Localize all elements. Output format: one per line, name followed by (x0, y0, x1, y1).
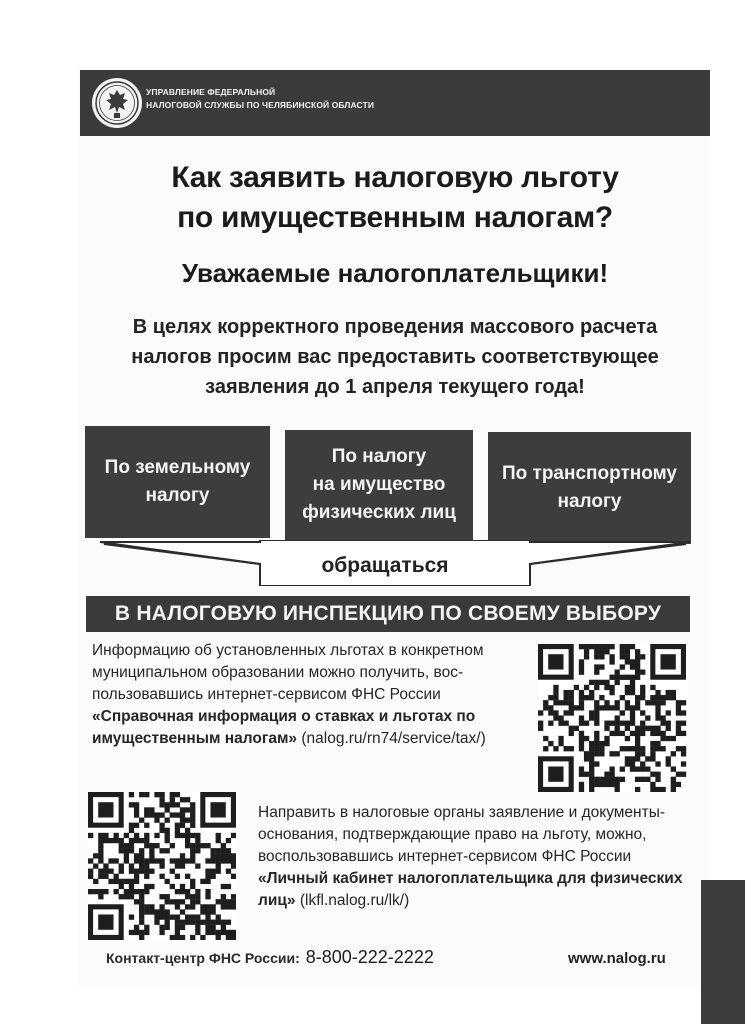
cabinet-info-body: Направить в налоговые органы заявление и документы-основания, подтверждающие право на льготу, можно, воспользовавшись интернет-сервисом ФНС России (258, 804, 666, 865)
rates-service-name: «Справочная информация о ставках и льготах по имущественным налогам» (92, 708, 476, 747)
fns-emblem-icon (90, 76, 144, 130)
website-link[interactable]: www.nalog.ru (568, 950, 666, 967)
intro-line2: налогов просим вас предоставить соответствующее (131, 346, 659, 368)
property-tax-box (285, 430, 473, 540)
header-org-line2: НАЛОГОВОЙ СЛУЖБЫ ПО ЧЕЛЯБИНСКОЙ ОБЛАСТИ (146, 100, 375, 110)
scan-edge-mark (701, 880, 745, 1024)
land-tax-line2: налогу (145, 485, 210, 506)
cabinet-info-text (258, 802, 693, 912)
cabinet-service-url[interactable]: (lkfl.nalog.ru/lk/) (299, 892, 410, 909)
rates-info-body: Информацию об установленных льготах в конкретном муниципальном образовании можно получить, вос-пользовавшись интернет-сервисом ФНС России (92, 642, 484, 703)
intro-line3: заявления до 1 апреля текущего года! (205, 376, 585, 398)
intro-text (80, 312, 710, 402)
land-tax-line1: По земельному (104, 457, 251, 478)
qr-code-icon[interactable] (88, 792, 236, 940)
rates-service-url[interactable]: (nalog.ru/rn74/service/tax/) (301, 730, 486, 747)
cabinet-service-name: «Личный кабинет налогоплательщика для физических лиц» (258, 870, 683, 909)
inspection-banner: В НАЛОГОВУЮ ИНСПЕКЦИЮ ПО СВОЕМУ ВЫБОРУ (86, 596, 690, 632)
transport-tax-line2: налогу (557, 491, 622, 512)
transport-tax-line1: По транспортному (501, 463, 677, 484)
land-tax-box (85, 426, 270, 538)
rates-info-text (92, 640, 532, 750)
greeting: Уважаемые налогоплательщики! (181, 258, 609, 288)
transport-tax-box (488, 432, 691, 544)
property-tax-line3: физических лиц (302, 502, 456, 523)
poster-title (80, 158, 710, 238)
property-tax-line2: на имущество (312, 474, 446, 495)
contact-center (106, 946, 434, 969)
title-line2: по имущественным налогам? (177, 201, 613, 234)
intro-line1: В целях корректного проведения массового расчета (132, 316, 658, 338)
header-org-line1: УПРАВЛЕНИЕ ФЕДЕРАЛЬНОЙ (146, 87, 276, 97)
arrow-label: обращаться (321, 554, 449, 577)
contact-label: Контакт-центр ФНС России: (106, 950, 300, 966)
contact-phone[interactable]: 8-800-222-2222 (305, 947, 434, 967)
title-line1: Как заявить налоговую льготу (171, 161, 619, 194)
property-tax-line1: По налогу (331, 446, 427, 467)
qr-code-icon[interactable] (538, 644, 688, 792)
poster-header (80, 70, 710, 136)
